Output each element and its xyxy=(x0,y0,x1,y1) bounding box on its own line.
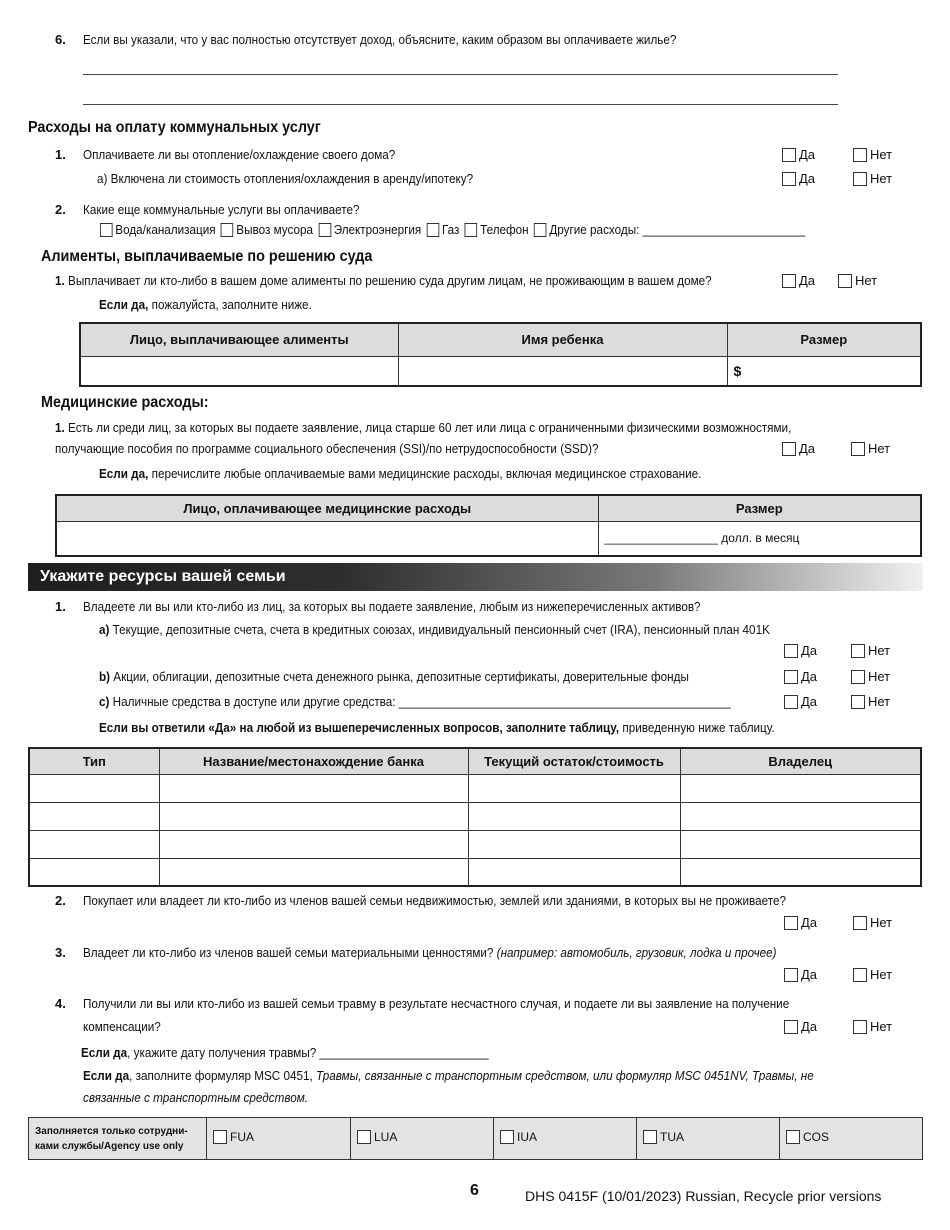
assets-cell[interactable] xyxy=(159,774,468,802)
instruction-rest: приведенную ниже таблицу. xyxy=(619,720,775,735)
code-label: COS xyxy=(803,1130,830,1144)
no-label: Нет xyxy=(868,694,891,709)
option-label: Вывоз мусора xyxy=(236,222,314,237)
utilities-q1-yes[interactable] xyxy=(782,147,815,163)
table-row xyxy=(29,858,921,886)
resources-q4-form-line2: связанные с транспортным средством. xyxy=(83,1090,308,1105)
no-label: Нет xyxy=(868,441,891,456)
no-label: Нет xyxy=(870,1019,893,1034)
assets-cell[interactable] xyxy=(468,774,680,802)
if-yes-bold: Если да xyxy=(83,1068,130,1083)
assets-cell[interactable] xyxy=(468,830,680,858)
utility-option-trash[interactable] xyxy=(221,221,313,239)
assets-cell[interactable] xyxy=(29,830,159,858)
yes-label: Да xyxy=(801,694,818,709)
option-label: Другие расходы: _________________________ xyxy=(549,222,806,237)
no-label: Нет xyxy=(870,915,893,930)
resources-q1a xyxy=(99,621,770,639)
medical-q1-number: 1. xyxy=(55,420,65,435)
checkbox-icon[interactable] xyxy=(782,172,796,186)
option-label: Газ xyxy=(441,222,460,237)
option-c-text: Наличные средства в доступе или другие средства: ___________________________________________________ xyxy=(109,694,731,709)
code-label: LUA xyxy=(374,1130,398,1144)
checkbox-icon[interactable] xyxy=(221,223,234,237)
option-b-text: Акции, облигации, депозитные счета денежного рынка, депозитные сертификаты, доверительные фонды xyxy=(110,669,689,684)
table-row xyxy=(29,774,921,802)
form-id: DHS 0415F (10/01/2023) Russian, Recycle prior versions xyxy=(525,1188,882,1204)
utilities-q1a-no[interactable] xyxy=(853,171,892,187)
no-label: Нет xyxy=(870,171,893,186)
utilities-q1a-yes[interactable] xyxy=(782,171,815,187)
checkbox-icon[interactable] xyxy=(851,644,865,658)
table-row xyxy=(29,830,921,858)
if-yes-rest: перечислите любые оплачиваемые вами медицинские расходы, включая медицинское страхование. xyxy=(148,466,702,481)
resources-instruction xyxy=(99,719,775,737)
checkbox-icon[interactable] xyxy=(465,223,478,237)
checkbox-icon[interactable] xyxy=(213,1130,227,1144)
yes-label: Да xyxy=(801,1019,818,1034)
form-titles: Травмы, связанные с транспортным средством, или формуляр MSC 0451NV, Травмы, не xyxy=(316,1068,814,1083)
medical-heading: Медицинские расходы: xyxy=(41,394,209,411)
yes-label: Да xyxy=(799,147,816,162)
yes-label: Да xyxy=(801,915,818,930)
checkbox-icon[interactable] xyxy=(851,695,865,709)
agency-code-fua[interactable] xyxy=(207,1118,351,1160)
agency-use-label xyxy=(29,1118,207,1160)
agency-use-table xyxy=(28,1117,923,1160)
checkbox-icon[interactable] xyxy=(500,1130,514,1144)
checkbox-icon[interactable] xyxy=(100,223,113,237)
utility-option-electricity[interactable] xyxy=(318,221,421,239)
assets-col-type: Тип xyxy=(29,748,159,774)
resources-q1a-yes[interactable] xyxy=(784,643,817,659)
checkbox-icon[interactable] xyxy=(853,148,867,162)
table-row xyxy=(29,802,921,830)
resources-q3 xyxy=(83,944,777,962)
option-label: Электроэнергия xyxy=(333,222,422,237)
resources-q1c xyxy=(99,693,731,711)
assets-cell[interactable] xyxy=(680,830,921,858)
code-label: IUA xyxy=(517,1130,538,1144)
no-label: Нет xyxy=(870,147,893,162)
if-yes-bold: Если да, xyxy=(99,466,149,481)
alimony-heading: Алименты, выплачиваемые по решению суда xyxy=(41,248,373,265)
resources-q2-text: Покупает или владеет ли кто-либо из членов вашей семьи недвижимостью, землей или зданиями, в которых вы не проживаете? xyxy=(83,893,786,908)
checkbox-icon[interactable] xyxy=(786,1130,800,1144)
resources-q4-no[interactable] xyxy=(853,1019,892,1035)
assets-col-bank: Название/местонахождение банка xyxy=(159,748,468,774)
utilities-q2-text: Какие еще коммунальные услуги вы оплачиваете? xyxy=(83,202,360,217)
resources-q1a-no[interactable] xyxy=(851,643,890,659)
assets-col-owner: Владелец xyxy=(680,748,921,774)
resources-banner xyxy=(28,563,923,591)
utilities-q1a-text: а) Включена ли стоимость отопления/охлаждения в аренду/ипотеку? xyxy=(97,171,474,186)
resources-heading: Укажите ресурсы вашей семьи xyxy=(40,568,286,585)
checkbox-icon[interactable] xyxy=(784,644,798,658)
q6-answer-line-2[interactable] xyxy=(83,104,838,105)
no-label: Нет xyxy=(855,273,878,288)
yes-label: Да xyxy=(801,669,818,684)
code-label: FUA xyxy=(230,1130,254,1144)
medical-if-yes xyxy=(99,465,701,483)
utilities-q2-number: 2. xyxy=(55,202,66,217)
alimony-q1-text: Выплачивает ли кто-либо в вашем доме алименты по решению суда другим лицам, не проживающим в вашем доме? xyxy=(68,273,712,288)
resources-q3-number: 3. xyxy=(55,945,66,960)
medical-q1-no[interactable] xyxy=(851,441,890,457)
checkbox-icon[interactable] xyxy=(784,1020,798,1034)
alimony-col-payer: Лицо, выплачивающее алименты xyxy=(80,323,398,356)
option-label: Вода/канализация xyxy=(115,222,216,237)
resources-q4-line2: компенсации? xyxy=(83,1019,161,1034)
medical-q1-text: Есть ли среди лиц, за которых вы подаете заявление, лица старше 60 лет или лица с ограниченными физическими возможностями, xyxy=(68,420,792,435)
instruction-bold: Если вы ответили «Да» на любой из вышеперечисленных вопросов, заполните таблицу, xyxy=(99,720,620,735)
checkbox-icon[interactable] xyxy=(782,442,796,456)
assets-col-balance: Текущий остаток/стоимость xyxy=(468,748,680,774)
resources-q2-number: 2. xyxy=(55,893,66,908)
agency-code-iua[interactable] xyxy=(494,1118,637,1160)
agency-code-cos[interactable] xyxy=(780,1118,923,1160)
resources-q1-text: Владеете ли вы или кто-либо из лиц, за которых вы подаете заявление, любым из нижеперечисленных активов? xyxy=(83,599,701,614)
page-number: 6 xyxy=(470,1182,479,1199)
if-yes-bold: Если да xyxy=(81,1045,128,1060)
checkbox-icon[interactable] xyxy=(853,1020,867,1034)
assets-cell[interactable] xyxy=(159,830,468,858)
medical-q1-line2: получающие пособия по программе социального обеспечения (SSI)/по нетрудоспособности (SSD)? xyxy=(55,441,599,456)
checkbox-icon[interactable] xyxy=(782,148,796,162)
assets-cell[interactable] xyxy=(29,858,159,886)
form-instruction: , заполните формуляр MSC 0451, xyxy=(129,1068,317,1083)
checkbox-icon[interactable] xyxy=(643,1130,657,1144)
utility-option-phone[interactable] xyxy=(465,221,529,239)
checkbox-icon[interactable] xyxy=(853,968,867,982)
no-label: Нет xyxy=(868,643,891,658)
resources-q3-example: (например: автомобиль, грузовик, лодка и прочее) xyxy=(493,945,777,960)
alimony-q1 xyxy=(55,272,712,290)
resources-q1b xyxy=(99,668,689,686)
assets-cell[interactable] xyxy=(680,802,921,830)
code-label: TUA xyxy=(660,1130,684,1144)
medical-col-payer: Лицо, оплачивающее медицинские расходы xyxy=(56,495,598,521)
alimony-q1-number: 1. xyxy=(55,273,65,288)
assets-cell[interactable] xyxy=(680,774,921,802)
resources-q4-number: 4. xyxy=(55,996,66,1011)
resources-q1c-yes[interactable] xyxy=(784,694,817,710)
option-a-label: а) xyxy=(99,622,110,637)
resources-q1c-no[interactable] xyxy=(851,694,890,710)
checkbox-icon[interactable] xyxy=(851,442,865,456)
checkbox-icon[interactable] xyxy=(782,274,796,288)
medical-cell-amount[interactable]: _________________ долл. в месяц xyxy=(598,521,921,556)
resources-q3-text: Владеет ли кто-либо из членов вашей семьи материальными ценностями? xyxy=(83,945,494,960)
no-label: Нет xyxy=(868,669,891,684)
q6-answer-line-1[interactable] xyxy=(83,74,838,75)
checkbox-icon[interactable] xyxy=(784,916,798,930)
q6-text: Если вы указали, что у вас полностью отсутствует доход, объясните, каким образом вы оплачиваете жилье? xyxy=(83,32,677,47)
utility-option-other[interactable] xyxy=(534,221,805,239)
resources-q2-no[interactable] xyxy=(853,915,892,931)
no-label: Нет xyxy=(870,967,893,982)
option-label: Телефон xyxy=(480,222,529,237)
alimony-cell-amount[interactable]: $ xyxy=(727,356,921,386)
yes-label: Да xyxy=(799,273,816,288)
alimony-q1-no[interactable] xyxy=(838,273,877,289)
checkbox-icon[interactable] xyxy=(784,670,798,684)
alimony-if-yes xyxy=(99,296,312,314)
medical-col-amount: Размер xyxy=(598,495,921,521)
resources-q4-injury-date[interactable] xyxy=(81,1044,489,1062)
option-b-label: b) xyxy=(99,669,111,684)
checkbox-icon[interactable] xyxy=(784,968,798,982)
yes-label: Да xyxy=(801,967,818,982)
if-yes-rest: пожалуйста, заполните ниже. xyxy=(148,297,312,312)
checkbox-icon[interactable] xyxy=(318,223,331,237)
resources-q3-yes[interactable] xyxy=(784,967,817,983)
resources-q1-number: 1. xyxy=(55,599,66,614)
checkbox-icon[interactable] xyxy=(357,1130,371,1144)
alimony-cell-child[interactable] xyxy=(398,356,727,386)
checkbox-icon[interactable] xyxy=(784,695,798,709)
resources-q3-no[interactable] xyxy=(853,967,892,983)
yes-label: Да xyxy=(799,171,816,186)
agency-code-tua[interactable] xyxy=(637,1118,780,1160)
assets-cell[interactable] xyxy=(29,802,159,830)
assets-cell[interactable] xyxy=(468,858,680,886)
utilities-q1-no[interactable] xyxy=(853,147,892,163)
utility-option-water[interactable] xyxy=(100,221,216,239)
utilities-options xyxy=(100,221,811,239)
resources-q1b-no[interactable] xyxy=(851,669,890,685)
checkbox-icon[interactable] xyxy=(534,223,547,237)
assets-cell[interactable] xyxy=(159,858,468,886)
checkbox-icon[interactable] xyxy=(853,172,867,186)
medical-table xyxy=(55,494,922,557)
utilities-q1-text: Оплачиваете ли вы отопление/охлаждение своего дома? xyxy=(83,147,396,162)
assets-cell[interactable] xyxy=(159,802,468,830)
resources-q4-form-line1 xyxy=(83,1067,814,1085)
assets-cell[interactable] xyxy=(29,774,159,802)
option-a-text: Текущие, депозитные счета, счета в кредитных союзах, индивидуальный пенсионный счет (IRA), пенсионный план 401K xyxy=(109,622,770,637)
alimony-q1-yes[interactable] xyxy=(782,273,815,289)
alimony-col-amount: Размер xyxy=(727,323,921,356)
medical-cell-payer[interactable] xyxy=(56,521,598,556)
medical-q1-line1 xyxy=(55,419,791,437)
resources-q4-line1: Получили ли вы или кто-либо из вашей семьи травму в результате несчастного случая, и подаете ли вы заявление на получение xyxy=(83,996,790,1011)
assets-cell[interactable] xyxy=(468,802,680,830)
utilities-heading: Расходы на оплату коммунальных услуг xyxy=(28,119,321,136)
alimony-col-child: Имя ребенка xyxy=(398,323,727,356)
utility-option-gas[interactable] xyxy=(427,221,460,239)
resources-q2-yes[interactable] xyxy=(784,915,817,931)
medical-q1-yes[interactable] xyxy=(782,441,815,457)
checkbox-icon[interactable] xyxy=(427,223,440,237)
checkbox-icon[interactable] xyxy=(853,916,867,930)
alimony-cell-payer[interactable] xyxy=(80,356,398,386)
agency-code-lua[interactable] xyxy=(351,1118,494,1160)
injury-date-prompt: , укажите дату получения травмы? __________________________ xyxy=(127,1045,489,1060)
assets-cell[interactable] xyxy=(680,858,921,886)
option-c-label: c) xyxy=(99,694,110,709)
assets-table xyxy=(28,747,922,887)
checkbox-icon[interactable] xyxy=(838,274,852,288)
agency-use-label-line1: Заполняется только сотрудни- xyxy=(35,1125,188,1137)
resources-q1b-yes[interactable] xyxy=(784,669,817,685)
if-yes-bold: Если да, xyxy=(99,297,149,312)
alimony-table xyxy=(79,322,922,387)
resources-q4-yes[interactable] xyxy=(784,1019,817,1035)
yes-label: Да xyxy=(799,441,816,456)
agency-use-label-line2: ками службы/Agency use only xyxy=(35,1140,184,1152)
checkbox-icon[interactable] xyxy=(851,670,865,684)
yes-label: Да xyxy=(801,643,818,658)
utilities-q1-number: 1. xyxy=(55,147,66,162)
q6-number: 6. xyxy=(55,32,66,47)
